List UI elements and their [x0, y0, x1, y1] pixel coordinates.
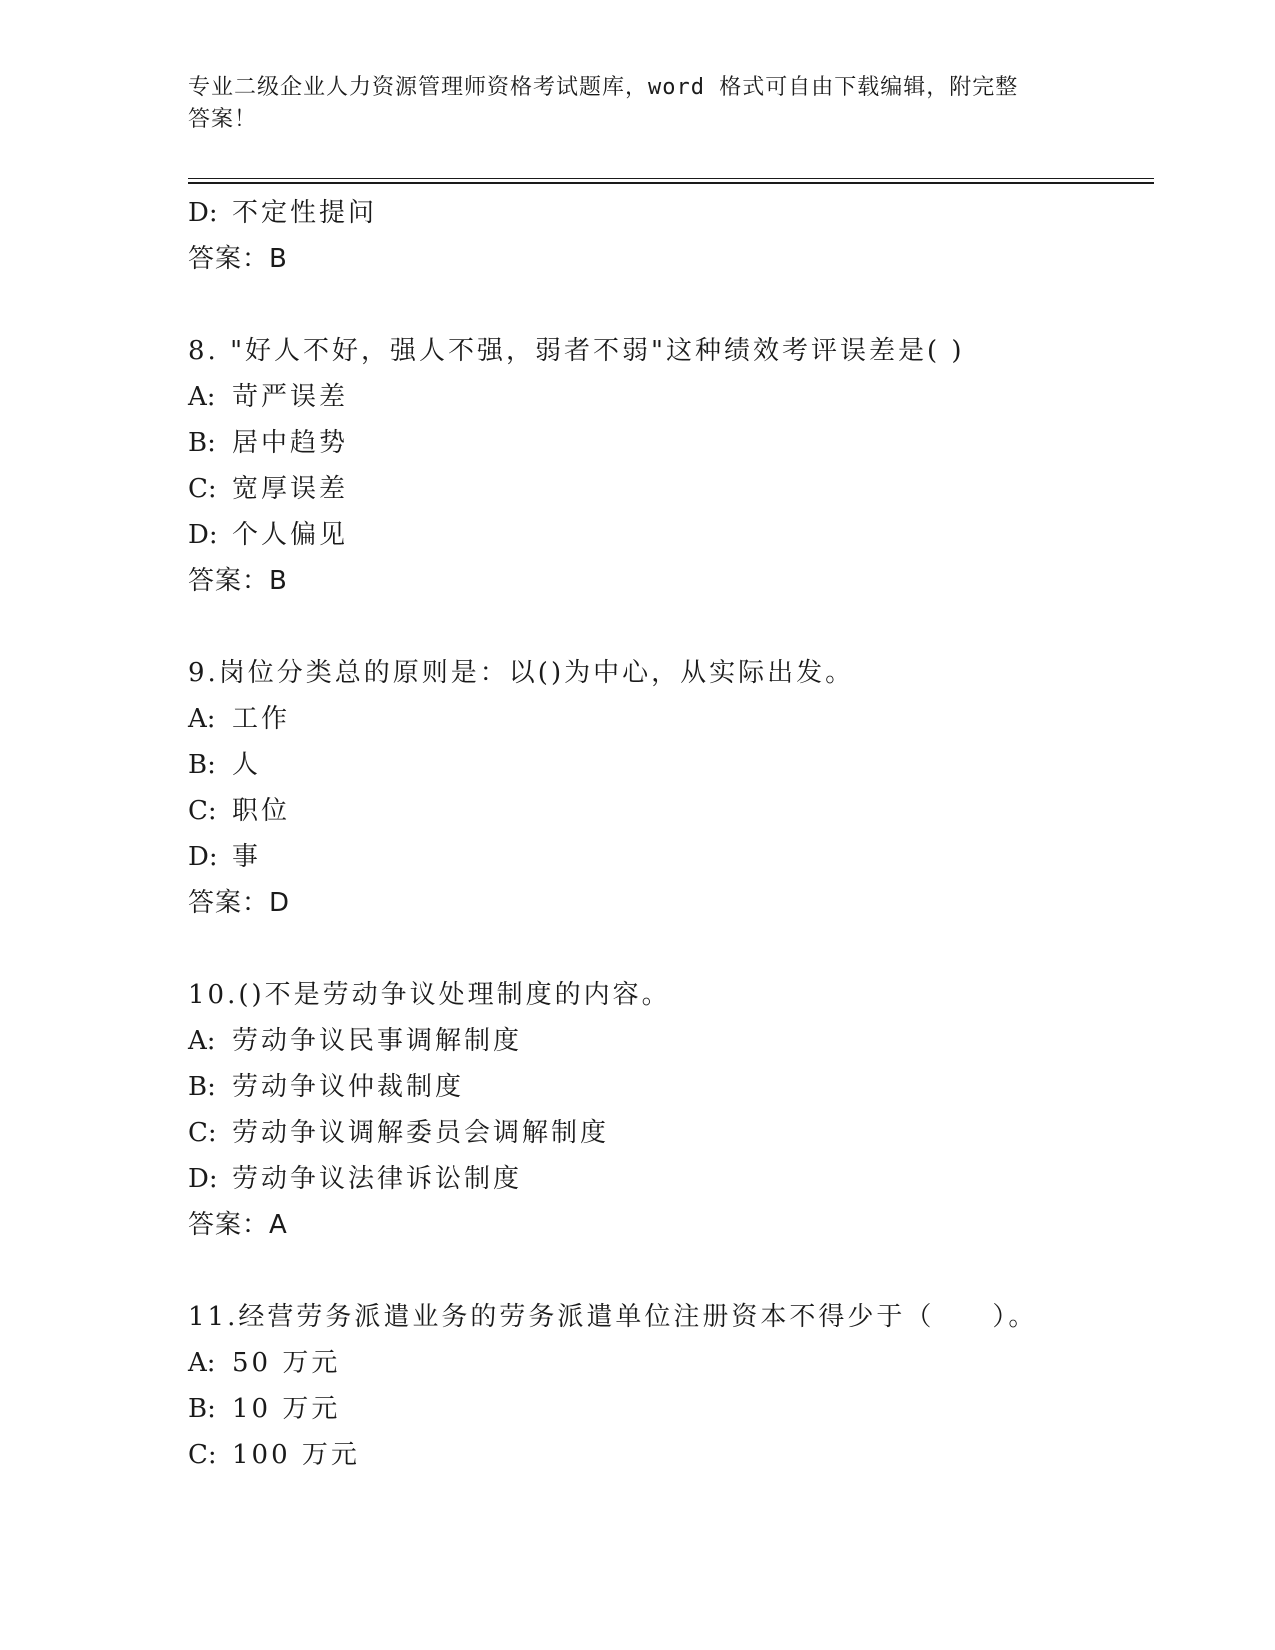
option-key: C:	[188, 796, 217, 826]
option-b	[188, 1386, 1154, 1432]
option-d	[188, 834, 1154, 880]
option-text: 职位	[232, 796, 291, 826]
option-key: B:	[188, 1072, 216, 1102]
option-key: C:	[188, 1440, 217, 1470]
option-text: 苛严误差	[232, 382, 349, 412]
question-list	[188, 190, 1154, 1478]
option-text: 10 万元	[232, 1394, 341, 1424]
header-line-2: 答案！	[188, 107, 258, 132]
option-key: A:	[188, 704, 216, 734]
option-d	[188, 190, 1154, 236]
option-text: 劳动争议民事调解制度	[232, 1026, 523, 1056]
option-text: 个人偏见	[232, 520, 349, 550]
option-a	[188, 374, 1154, 420]
option-key: D:	[188, 198, 218, 228]
option-text: 劳动争议法律诉讼制度	[232, 1164, 523, 1194]
option-b	[188, 742, 1154, 788]
option-b	[188, 420, 1154, 466]
option-text: 工作	[232, 704, 291, 734]
option-text: 100 万元	[232, 1440, 360, 1470]
question-title: 8. "好人不好，强人不强，弱者不弱"这种绩效考评误差是( )	[188, 336, 965, 366]
header-rule-thick	[188, 182, 1154, 184]
option-a	[188, 1340, 1154, 1386]
option-text: 宽厚误差	[232, 474, 349, 504]
option-key: D:	[188, 1164, 218, 1194]
question-title: 9.岗位分类总的原则是：以()为中心，从实际出发。	[188, 658, 855, 688]
option-text: 事	[232, 842, 262, 872]
header-line-1: 专业二级企业人力资源管理师资格考试题库，word 格式可自由下载编辑，附完整	[188, 75, 1019, 100]
option-key: B:	[188, 1394, 216, 1424]
option-a	[188, 696, 1154, 742]
option-key: A:	[188, 1026, 216, 1056]
option-text: 不定性提问	[232, 198, 378, 228]
option-key: C:	[188, 474, 217, 504]
answer: 答案：A	[188, 1210, 288, 1240]
option-text: 人	[232, 750, 262, 780]
option-key: D:	[188, 520, 218, 550]
option-text: 50 万元	[232, 1348, 341, 1378]
option-text: 居中趋势	[232, 428, 349, 458]
option-d	[188, 1156, 1154, 1202]
option-key: A:	[188, 382, 216, 412]
option-key: D:	[188, 842, 218, 872]
option-c	[188, 1110, 1154, 1156]
answer: 答案：D	[188, 888, 291, 918]
option-c	[188, 1432, 1154, 1478]
answer: 答案：B	[188, 566, 288, 596]
option-b	[188, 1064, 1154, 1110]
option-c	[188, 466, 1154, 512]
question-title: 10.()不是劳动争议处理制度的内容。	[188, 980, 671, 1010]
option-text: 劳动争议仲裁制度	[232, 1072, 465, 1102]
header-rule-thin	[188, 178, 1154, 179]
option-a	[188, 1018, 1154, 1064]
option-key: A:	[188, 1348, 216, 1378]
answer: 答案：B	[188, 244, 288, 274]
question-title: 11.经营劳务派遣业务的劳务派遣单位注册资本不得少于（ ）。	[188, 1302, 1038, 1332]
document-header	[188, 72, 1068, 136]
option-key: B:	[188, 428, 216, 458]
option-key: B:	[188, 750, 216, 780]
option-text: 劳动争议调解委员会调解制度	[232, 1118, 610, 1148]
option-key: C:	[188, 1118, 217, 1148]
option-d	[188, 512, 1154, 558]
option-c	[188, 788, 1154, 834]
